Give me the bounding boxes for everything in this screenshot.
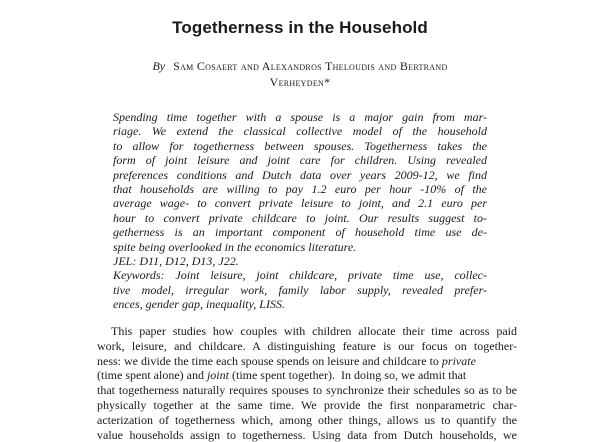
abstract-line: spite being overlooked in the economics literature. bbox=[113, 239, 357, 254]
abstract-line: form of joint leisure and joint care for children. Using revealed bbox=[113, 153, 487, 168]
body-paragraph bbox=[97, 324, 517, 442]
abstract-line: average wage- to convert private leisure to joint, and 2.1 euro per bbox=[113, 196, 487, 211]
abstract-line: to allow for togetherness between spouses. Togetherness takes the bbox=[113, 138, 487, 153]
by-label: By bbox=[152, 59, 166, 73]
abstract-line: that households are willing to pay 1.2 euro per hour -10% of the bbox=[113, 182, 487, 197]
body-line bbox=[97, 368, 517, 383]
authors-names-cont: Verheyden* bbox=[269, 75, 331, 89]
body-line: acterization of togetherness which, among other things, allows us to quantify the bbox=[97, 412, 517, 427]
body-line-text: (time spent alone) and bbox=[97, 368, 207, 383]
body-line bbox=[97, 354, 517, 369]
abstract-line: Spending time together with a spouse is a major gain from mar- bbox=[113, 110, 487, 124]
abstract-line: hour to convert private childcare to joint. Our results suggest to- bbox=[113, 210, 487, 225]
body-line-text: ness: we divide the time each spouse spends on leisure and childcare to bbox=[97, 353, 442, 368]
body-line: value households assign to togetherness. Using data from Dutch households, we bbox=[97, 427, 517, 442]
body-line: work, leisure, and childcare. A distinguishing feature is our focus on together- bbox=[97, 338, 517, 353]
body-line: This paper studies how couples with children allocate their time across paid bbox=[111, 324, 517, 338]
abstract-line: riage. We extend the classical collective model of the household bbox=[113, 124, 487, 139]
italic-joint: joint bbox=[206, 368, 229, 383]
italic-private: private bbox=[441, 353, 476, 368]
authors-names: Sam Cosaert and Alexandros Theloudis and Bertrand bbox=[173, 59, 448, 73]
abstract-line: preferences conditions and Dutch data over years 2009-12, we find bbox=[113, 167, 487, 182]
body-line-tail: (time spent together). In doing so, we admit that bbox=[228, 368, 467, 383]
keywords-line: ences, gender gap, inequality, LISS. bbox=[113, 297, 285, 312]
author-block bbox=[60, 58, 540, 90]
keywords-line: tive model, irregular work, family labor supply, revealed prefer- bbox=[113, 282, 487, 297]
keywords-line: Keywords: Joint leisure, joint childcare, private time use, collec- bbox=[113, 268, 487, 283]
author-line-2 bbox=[60, 74, 540, 90]
body-line: that togetherness naturally requires spouses to synchronize their schedules so as to be bbox=[97, 383, 517, 398]
jel-codes: JEL: D11, D12, D13, J22. bbox=[113, 254, 239, 269]
paper-title: Togetherness in the Household bbox=[172, 18, 428, 37]
abstract-line: getherness is an important component of household time use de- bbox=[113, 225, 487, 240]
body-line: physically together at the same time. We provide the first nonparametric char- bbox=[97, 397, 517, 412]
author-line-1 bbox=[60, 58, 540, 74]
abstract bbox=[113, 110, 487, 312]
